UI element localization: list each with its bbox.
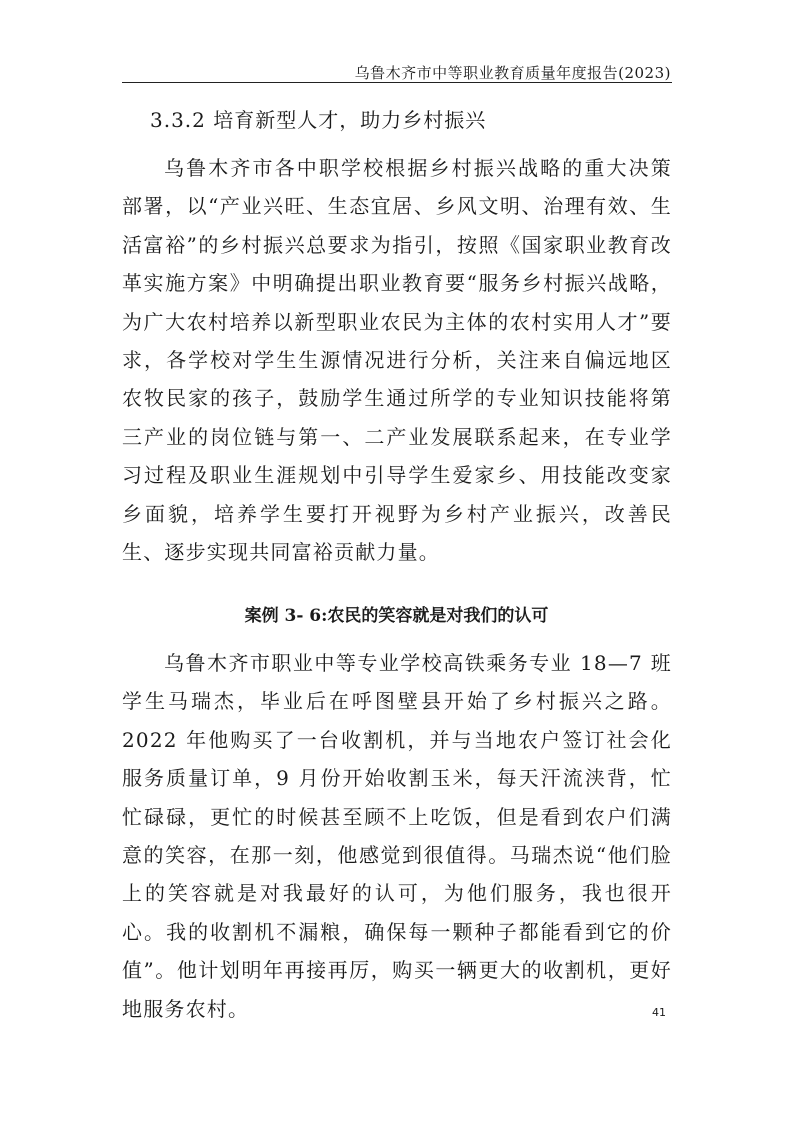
section-body-paragraph: 乌鲁木齐市各中职学校根据乡村振兴战略的重大决策部署，以“产业兴旺、生态宜居、乡风文明、治理有效、生活富裕”的乡村振兴总要求为指引，按照《国家职业教育改革实施方案》中明确提出职业教育要“服务乡村振兴战略，为广大农村培养以新型职业农民为主体的农村实用人才”要求，各学校对学生生源情况进行分析，关注来自偏远地区农牧民家的孩子，鼓励学生通过所学的专业知识技能将第三产业的岗位链与第一、二产业发展联系起来，在专业学习过程及职业生涯规划中引导学生爱家乡、用技能改变家乡面貌，培养学生要打开视野为乡村产业振兴，改善民生、逐步实现共同富裕贡献力量。 (122, 156, 672, 565)
page-number: 41 (652, 1006, 666, 1019)
case-body-paragraph: 乌鲁木齐市职业中等专业学校高铁乘务专业 18—7 班学生马瑞杰，毕业后在呼图壁县开始了乡村振兴之路。2022 年他购买了一台收割机，并与当地农户签订社会化服务质量订单，9 月份开始收割玉米，每天汗流浃背，忙忙碌碌，更忙的时候甚至顾不上吃饭，但是看到农户们满意的笑容，在那一刻，他感觉到很值得。马瑞杰说“他们脸上的笑容就是对我最好的认可，为他们服务，我也很开心。我的收割机不漏粮，确保每一颗种子都能看到它的价值”。他计划明年再接再厉，购买一辆更大的收割机，更好地服务农村。 (122, 651, 672, 1021)
running-header-title: 乌鲁木齐市中等职业教育质量年度报告(2023) (354, 64, 671, 82)
case-title: 案例 3- 6:农民的笑容就是对我们的认可 (244, 606, 549, 626)
section-heading: 3.3.2 培育新型人才，助力乡村振兴 (150, 108, 487, 132)
header-divider (122, 82, 672, 83)
